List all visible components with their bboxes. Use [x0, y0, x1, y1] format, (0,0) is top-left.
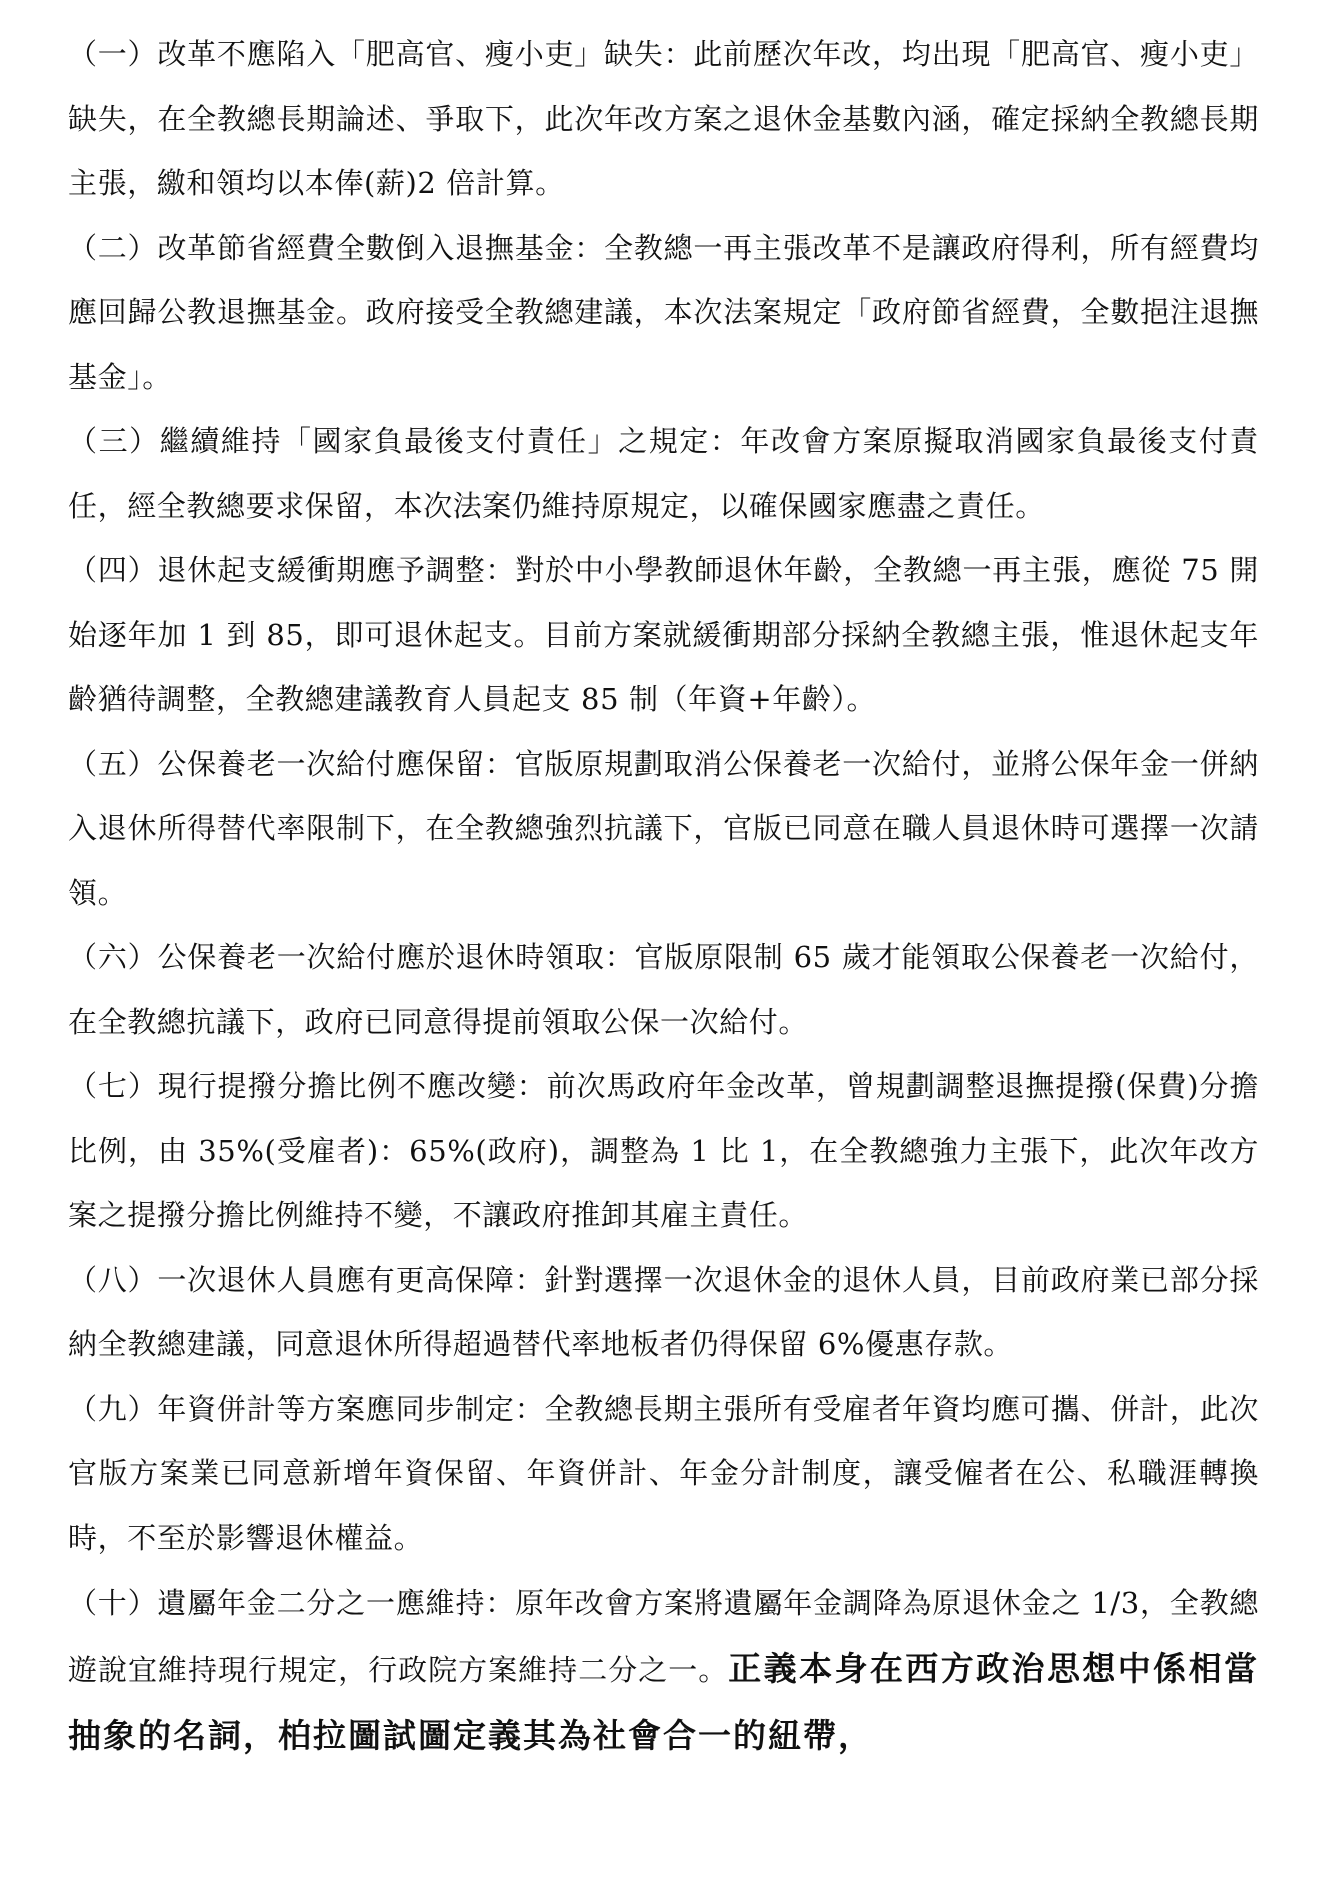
- section-7: [68, 1054, 1259, 1248]
- section-body: 針對選擇一次退休金的退休人員，目前政府業已部分採納全教總建議，同意退休所得超過替代率地板者仍得保留 6%優惠存款。: [68, 1262, 1259, 1361]
- section-body: 原年改會方案將遺屬年金調降為原退休金之 1/3，全教總遊說宜維持現行規定，行政院方案維持二分之一。: [68, 1586, 1260, 1687]
- section-number: （三）: [68, 424, 160, 458]
- section-10: [68, 1570, 1259, 1770]
- section-body: 前次馬政府年金改革，曾規劃調整退撫提撥(保費)分擔比例，由 35%(受雇者)：65%(政府)，調整為 1 比 1，在全教總強力主張下，此次年改方案之提撥分擔比例維持不變，不讓政府推卸其雇主責任。: [68, 1069, 1259, 1232]
- section-number: （二）: [68, 230, 158, 265]
- section-heading: 遺屬年金二分之一應維持：: [157, 1586, 516, 1620]
- section-9: [68, 1377, 1259, 1571]
- section-heading: 繼續維持「國家負最後支付責任」之規定：: [159, 424, 741, 458]
- section-heading: 改革不應陷入「肥高官、瘦小吏」缺失：: [157, 37, 694, 71]
- section-2: [68, 216, 1259, 410]
- section-body: 全教總一再主張改革不是讓政府得利，所有經費均應回歸公教退撫基金。政府接受全教總建議，本次法案規定「政府節省經費，全數挹注退撫基金」。: [68, 230, 1259, 394]
- section-1: [68, 22, 1259, 216]
- section-heading: 現行提撥分擔比例不應改變：: [157, 1069, 547, 1103]
- section-body: 官版原規劃取消公保養老一次給付，並將公保年金一併納入退休所得替代率限制下，在全教總強烈抗議下，官版已同意在職人員退休時可選擇一次請領。: [68, 746, 1259, 910]
- section-body: 年改會方案原擬取消國家負最後支付責任，經全教總要求保留，本次法案仍維持原規定，以確保國家應盡之責任。: [68, 424, 1260, 523]
- section-heading: 改革節省經費全數倒入退撫基金：: [157, 230, 605, 265]
- section-number: （八）: [68, 1262, 158, 1297]
- section-number: （四）: [68, 553, 158, 587]
- section-heading: 退休起支緩衝期應予調整：: [157, 553, 516, 587]
- section-3: [68, 409, 1259, 538]
- section-number: （六）: [68, 940, 158, 974]
- section-body: 全教總長期主張所有受雇者年資均應可攜、併計，此次官版方案業已同意新增年資保留、年資併計、年金分計制度，讓受僱者在公、私職涯轉換時，不至於影響退休權益。: [68, 1391, 1259, 1555]
- section-number: （九）: [68, 1391, 158, 1426]
- section-heading: 一次退休人員應有更高保障：: [157, 1262, 545, 1297]
- section-body: 此前歷次年改，均出現「肥高官、瘦小吏」缺失，在全教總長期論述、爭取下，此次年改方案之退休金基數內涵，確定採納全教總長期主張，繳和領均以本俸(薪)2 倍計算。: [68, 37, 1259, 200]
- section-heading: 年資併計等方案應同步制定：: [157, 1391, 545, 1426]
- section-heading: 公保養老一次給付應保留：: [157, 746, 515, 781]
- section-number: （五）: [68, 746, 158, 781]
- section-body: 對於中小學教師退休年齡，全教總一再主張，應從 75 開始逐年加 1 到 85，即可退休起支。目前方案就緩衝期部分採納全教總主張，惟退休起支年齡猶待調整，全教總建議教育人員起支 85 制（年資+年齡）。: [68, 553, 1259, 716]
- section-6: [68, 925, 1259, 1054]
- section-number: （十）: [68, 1586, 158, 1620]
- section-body: 官版原限制 65 歲才能領取公保養老一次給付，在全教總抗議下，政府已同意得提前領取公保一次給付。: [68, 940, 1259, 1039]
- section-5: [68, 732, 1259, 926]
- section-number: （一）: [68, 37, 158, 71]
- emphasis-text: 正義本身在西方政治思想中係相當抽象的名詞，柏拉圖試圖定義其為社會合一的紐帶，: [68, 1649, 1260, 1755]
- section-4: [68, 538, 1259, 732]
- section-8: [68, 1248, 1259, 1377]
- section-heading: 公保養老一次給付應於退休時領取：: [157, 940, 635, 974]
- section-number: （七）: [68, 1069, 158, 1103]
